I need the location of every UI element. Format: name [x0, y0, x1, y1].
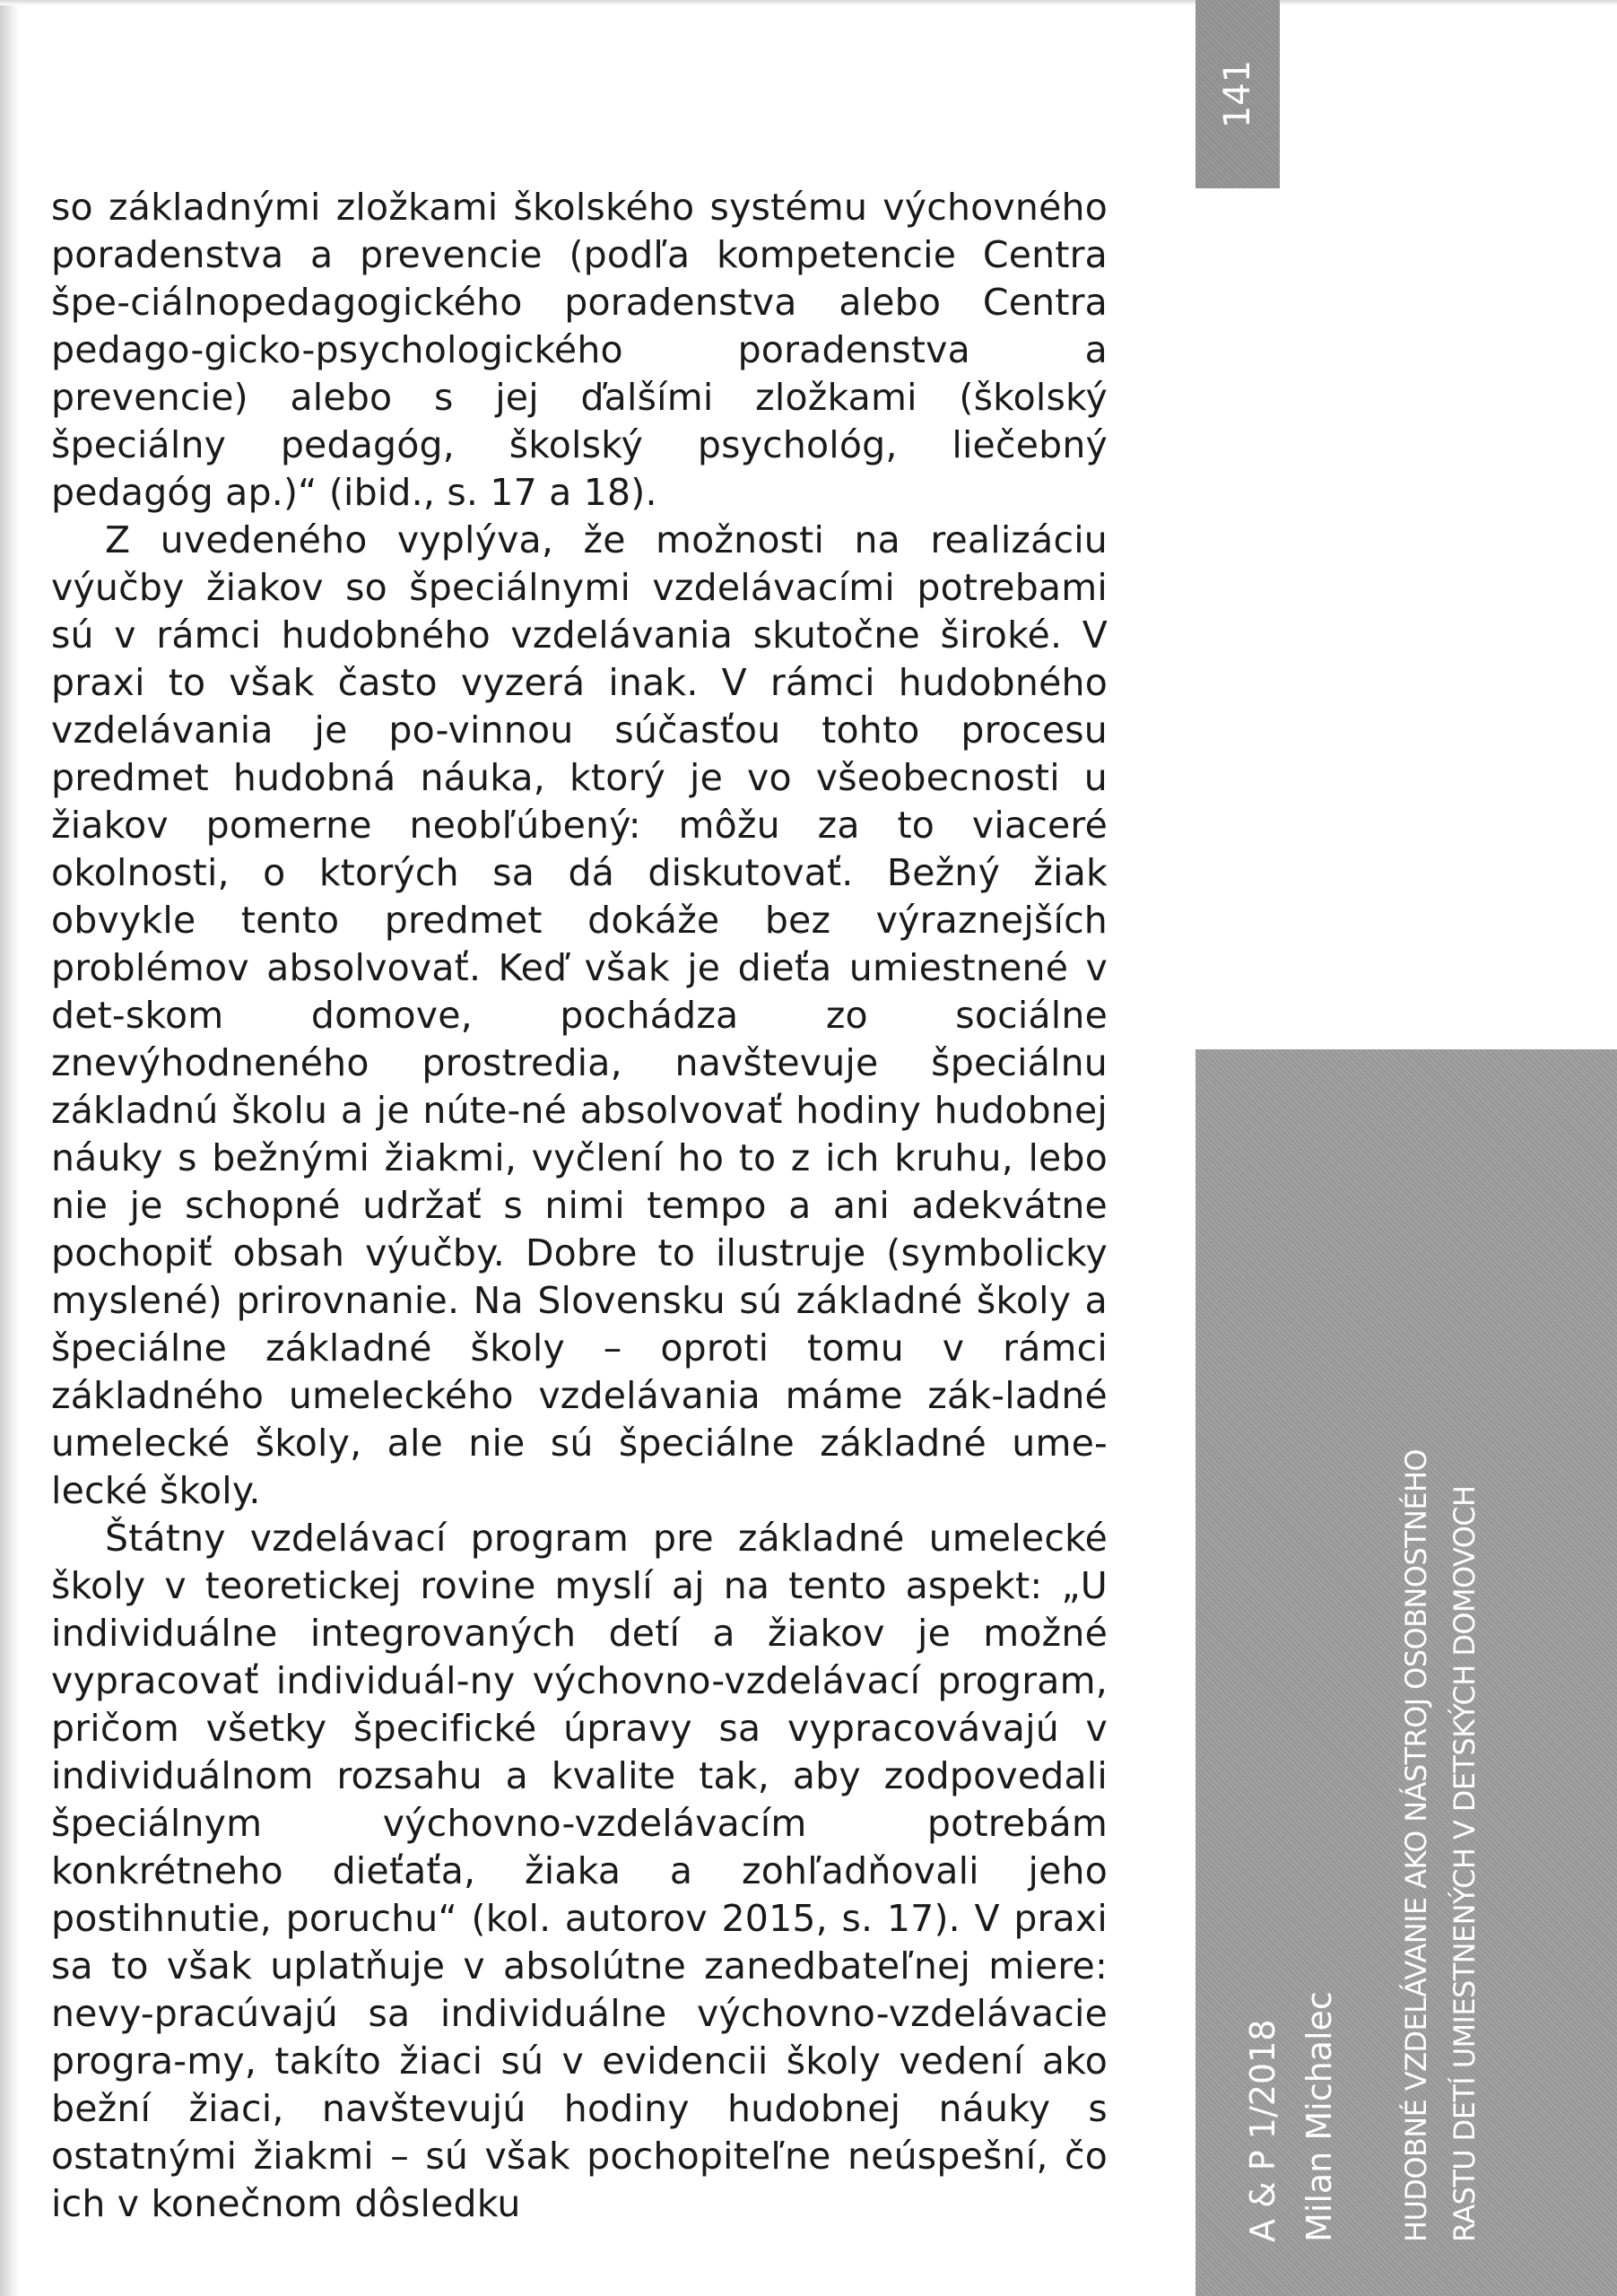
running-head-author: Milan Michalec	[1300, 1991, 1339, 2242]
top-edge	[0, 0, 1617, 5]
running-head	[1195, 1049, 1617, 2296]
paragraph-2: Z uvedeného vyplýva, že možnosti na realizáciu výučby žiakov so špeciálnymi vzdelávacími potrebami sú v rámci hudobného vzdelávania skutočne široké. V praxi to však často vyzerá inak. V rámci hudobného vzdelávania je po-vinnou súčasťou tohto procesu predmet hudobná náuka, ktorý je vo všeobecnosti u žiakov pomerne neobľúbený: môžu za to viaceré okolnosti, o ktorých sa dá diskutovať. Bežný žiak obvykle tento predmet dokáže bez výraznejších problémov absolvovať. Keď však je dieťa umiestnené v det-skom domove, pochádza zo sociálne znevýhodneného prostredia, navštevuje špeciálnu základnú školu a je núte-né absolvovať hodiny hudobnej náuky s bežnými žiakmi, vyčlení ho to z ich kruhu, lebo nie je schopné udržať s nimi tempo a ani adekvátne pochopiť obsah výučby. Dobre to ilustruje (symbolicky myslené) prirovnanie. Na Slovensku sú základné školy a špeciálne základné školy – oproti tomu v rámci základného umeleckého vzdelávania máme zák-ladné umelecké školy, ale nie sú špeciálne základné ume-lecké školy.	[51, 518, 1108, 1512]
running-head-journal: A & P 1/2018	[1243, 2019, 1282, 2242]
body-text	[51, 184, 1108, 2228]
running-head-title-line1: HUDOBNÉ VZDELÁVANIE AKO NÁSTROJ OSOBNOSTNÉHO	[1399, 1448, 1433, 2242]
page-number	[1195, 22, 1280, 166]
paragraph-1: so základnými zložkami školského systému výchovného poradenstva a prevencie (podľa kompetencie Centra špe-ciálnopedagogického poradenstva alebo Centra pedago-gicko-psychologického poradenstva a prevencie) alebo s jej ďalšími zložkami (školský špeciálny pedagóg, školský psychológ, liečebný pedagóg ap.)“ (ibid., s. 17 a 18).	[51, 186, 1108, 514]
paragraph-3: Štátny vzdelávací program pre základné umelecké školy v teoretickej rovine myslí aj na tento aspekt: „U individuálne integrovaných detí a žiakov je možné vypracovať individuál-ny výchovno-vzdelávací program, pričom všetky špecifické úpravy sa vypracovávajú v individuálnom rozsahu a kvalite tak, aby zodpovedali špeciálnym výchovno-vzdelávacím potrebám konkrétneho dieťaťa, žiaka a zohľadňovali jeho postihnutie, poruchu“ (kol. autorov 2015, s. 17). V praxi sa to však uplatňuje v absolútne zanedbateľnej miere: nevy-pracúvajú sa individuálne výchovno-vzdelávacie progra-my, takíto žiaci sú v evidencii školy vedení ako bežní žiaci, navštevujú hodiny hudobnej náuky s ostatnými žiakmi – sú však pochopiteľne neúspešní, čo ich v konečnom dôsledku	[51, 1517, 1108, 2225]
running-head-title-line2: RASTU DETÍ UMIESTNENÝCH V DETSKÝCH DOMOVOCH	[1447, 1485, 1482, 2242]
page-number-text: 141	[1216, 59, 1258, 129]
page-edge-shadow	[0, 0, 20, 2296]
